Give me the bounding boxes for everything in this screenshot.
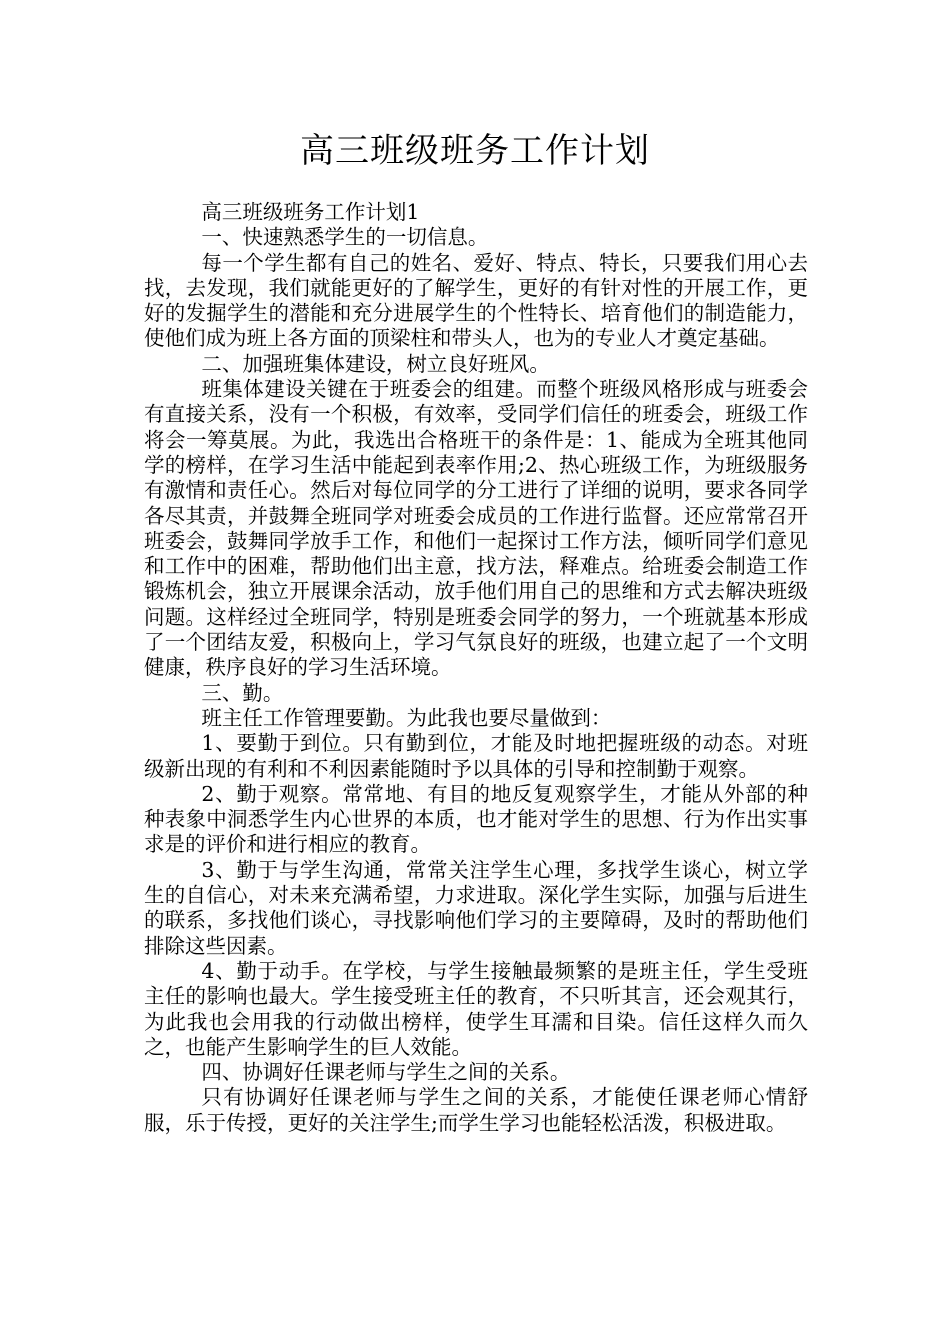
paragraph: 只有协调好任课老师与学生之间的关系，才能使任课老师心情舒服，乐于传授，更好的关注学生;而学生学习也能轻松活泼，积极进取。 [144,1085,808,1135]
paragraph-heading: 高三班级班务工作计划1 [201,200,420,224]
section-heading-2: 二、加强班集体建设，树立良好班风。 [201,351,550,376]
section-heading-3: 三、勤。 [201,680,284,705]
list-item: 1、要勤于到位。只有勤到位，才能及时地把握班级的动态。对班级新出现的有利和不利因素能随时予以具体的引导和控制勤于观察。 [144,731,808,781]
section-heading-4: 四、协调好任课老师与学生之间的关系。 [201,1060,571,1085]
paragraph: 每一个学生都有自己的姓名、爱好、特点、特长，只要我们用心去找，去发现，我们就能更好的了解学生，更好的有针对性的开展工作，更好的发掘学生的潜能和充分进展学生的个性特长、培育他们的制造能力，使他们成为班上各方面的顶梁柱和带头人，也为的专业人才奠定基础。 [144,250,808,351]
paragraph: 班集体建设关键在于班委会的组建。而整个班级风格形成与班委会有直接关系，没有一个积极，有效率，受同学们信任的班委会，班级工作将会一筹莫展。为此，我选出合格班干的条件是：1、能成为全班其他同学的榜样，在学习生活中能起到表率作用;2、热心班级工作，为班级服务有激情和责任心。然后对每位同学的分工进行了详细的说明，要求各同学各尽其责，并鼓舞全班同学对班委会成员的工作进行监督。还应常常召开班委会，鼓舞同学放手工作，和他们一起探讨工作方法，倾听同学们意见和工作中的困难，帮助他们出主意，找方法，释难点。给班委会制造工作锻炼机会，独立开展课余活动，放手他们用自己的思维和方式去解决班级问题。这样经过全班同学，特别是班委会同学的努力，一个班就基本形成了一个团结友爱，积极向上，学习气氛良好的班级，也建立起了一个文明健康，秩序良好的学习生活环境。 [144,377,808,680]
list-item: 2、勤于观察。常常地、有目的地反复观察学生，才能从外部的种种表象中洞悉学生内心世界的本质，也才能对学生的思想、行为作出实事求是的评价和进行相应的教育。 [144,781,808,857]
document-title: 高三班级班务工作计划 [300,131,650,171]
paragraph: 班主任工作管理要勤。为此我也要尽量做到： [201,705,612,730]
list-item: 4、勤于动手。在学校，与学生接触最频繁的是班主任，学生受班主任的影响也最大。学生接受班主任的教育，不只听其言，还会观其行，为此我也会用我的行动做出榜样，使学生耳濡和目染。信任这样久而久之，也能产生影响学生的巨人效能。 [144,958,808,1059]
section-heading-1: 一、快速熟悉学生的一切信息。 [201,225,489,250]
document-body [144,200,808,1136]
list-item: 3、勤于与学生沟通，常常关注学生心理，多找学生谈心，树立学生的自信心，对未来充满希望，力求进取。深化学生实际，加强与后进生的联系，多找他们谈心，寻找影响他们学习的主要障碍，及时的帮助他们排除这些因素。 [144,857,808,958]
